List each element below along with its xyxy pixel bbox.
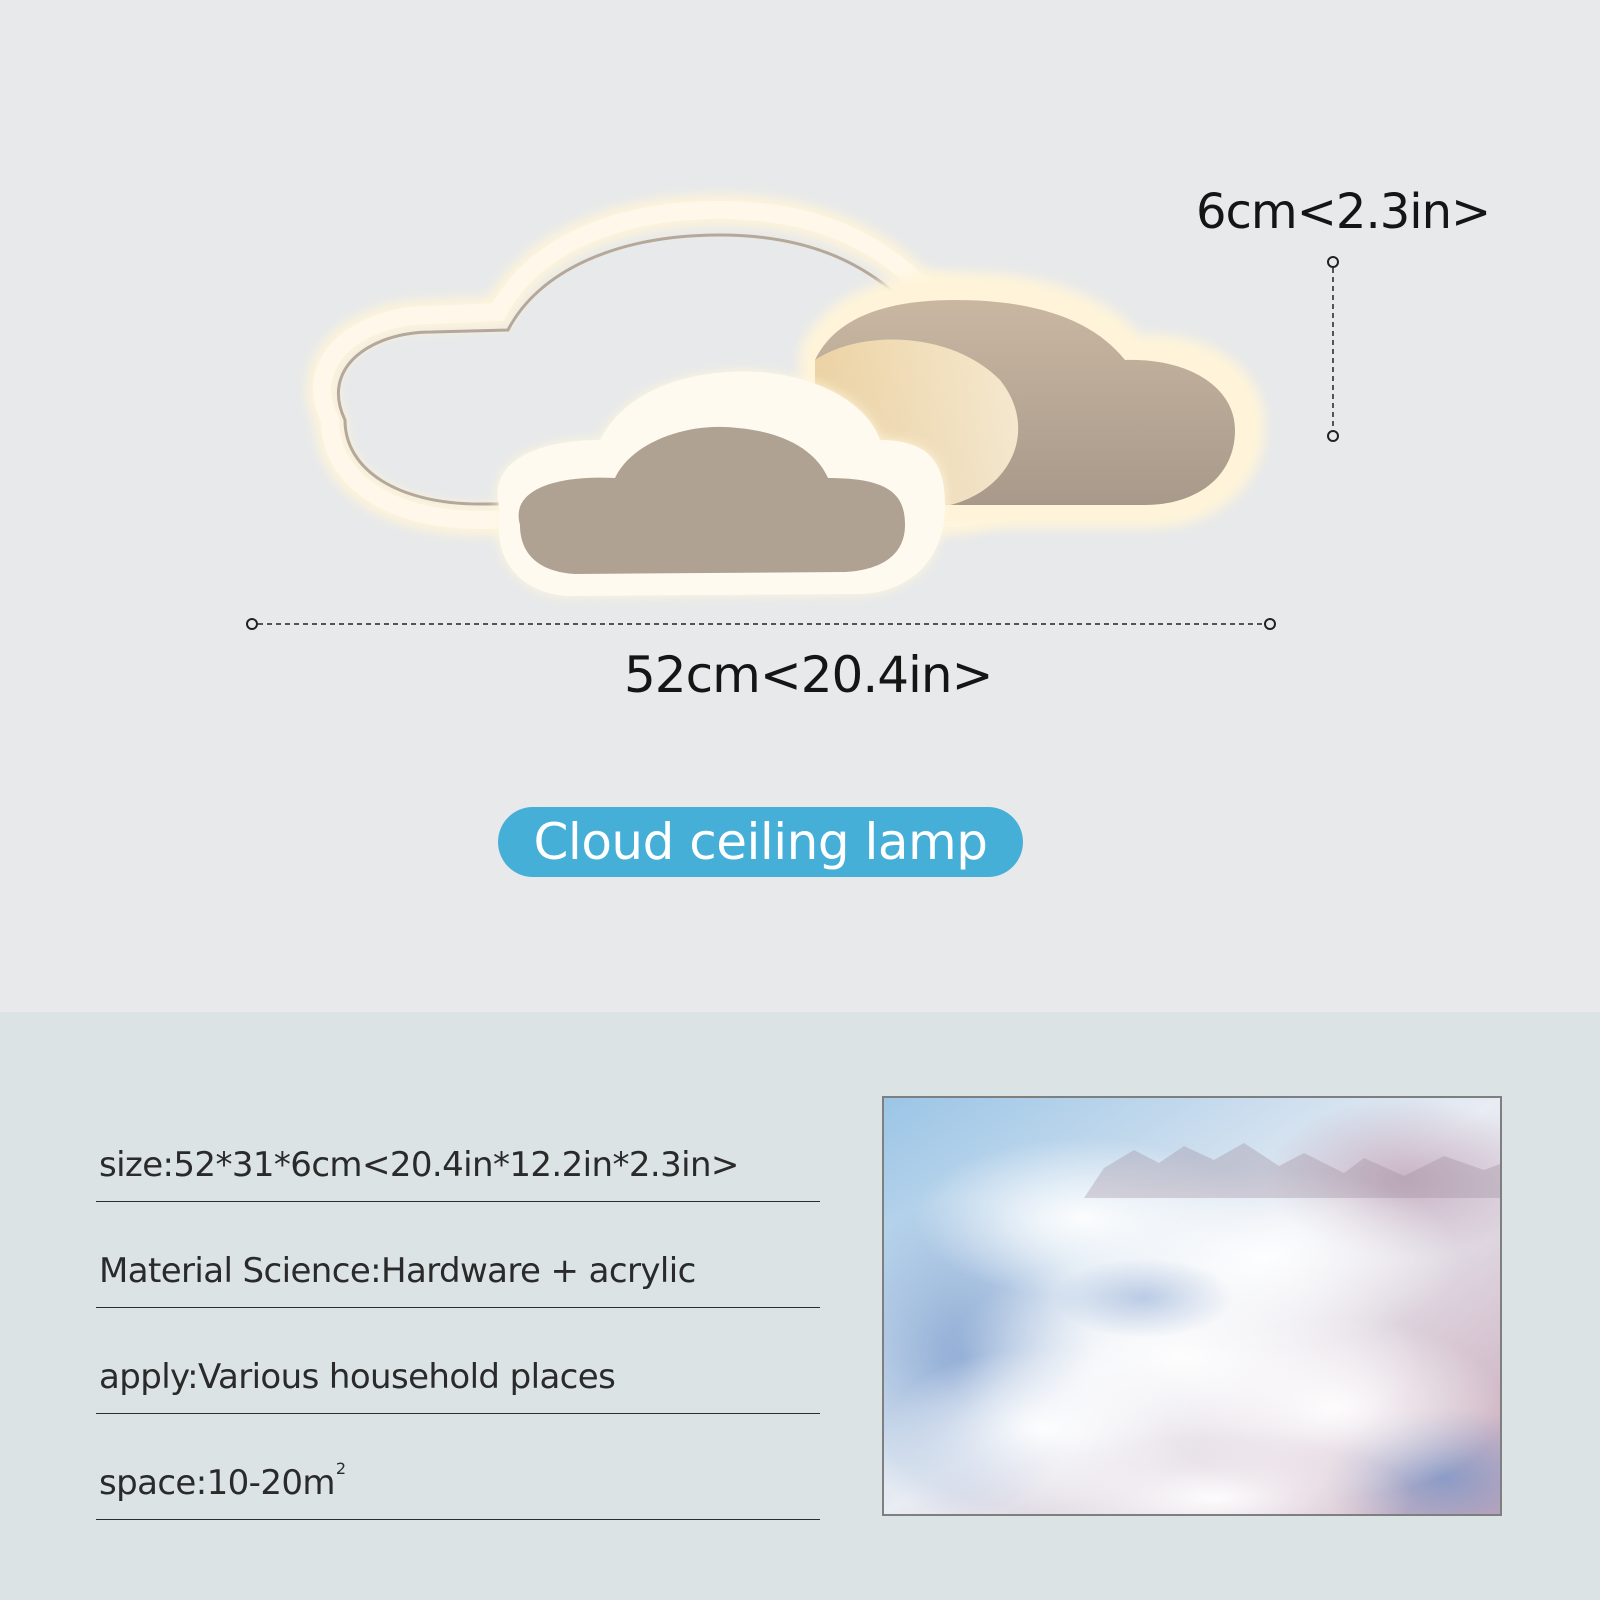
height-dimension-label: 6cm<2.3in> bbox=[1196, 184, 1491, 240]
spec-space-value: space:10-20m bbox=[99, 1463, 335, 1503]
spec-space-superscript: 2 bbox=[335, 1459, 346, 1478]
spec-row-apply bbox=[96, 1308, 820, 1414]
product-title: Cloud ceiling lamp bbox=[533, 813, 988, 871]
product-title-badge bbox=[498, 807, 1023, 877]
height-dimension-line bbox=[1328, 257, 1338, 441]
clouds-photo bbox=[882, 1096, 1502, 1516]
product-specs-panel bbox=[0, 1012, 1600, 1600]
width-dimension-label: 52cm<20.4in> bbox=[624, 646, 993, 704]
spec-space bbox=[99, 1459, 346, 1503]
spec-row-space bbox=[96, 1414, 820, 1520]
spec-apply: apply:Various household places bbox=[99, 1357, 616, 1397]
spec-material: Material Science:Hardware + acrylic bbox=[99, 1251, 696, 1291]
clouds-photo-image bbox=[884, 1098, 1500, 1514]
spec-size: size:52*31*6cm<20.4in*12.2in*2.3in> bbox=[99, 1145, 739, 1185]
width-dimension-line bbox=[247, 619, 1275, 629]
spec-row-material bbox=[96, 1202, 820, 1308]
spec-row-size bbox=[96, 1096, 820, 1202]
